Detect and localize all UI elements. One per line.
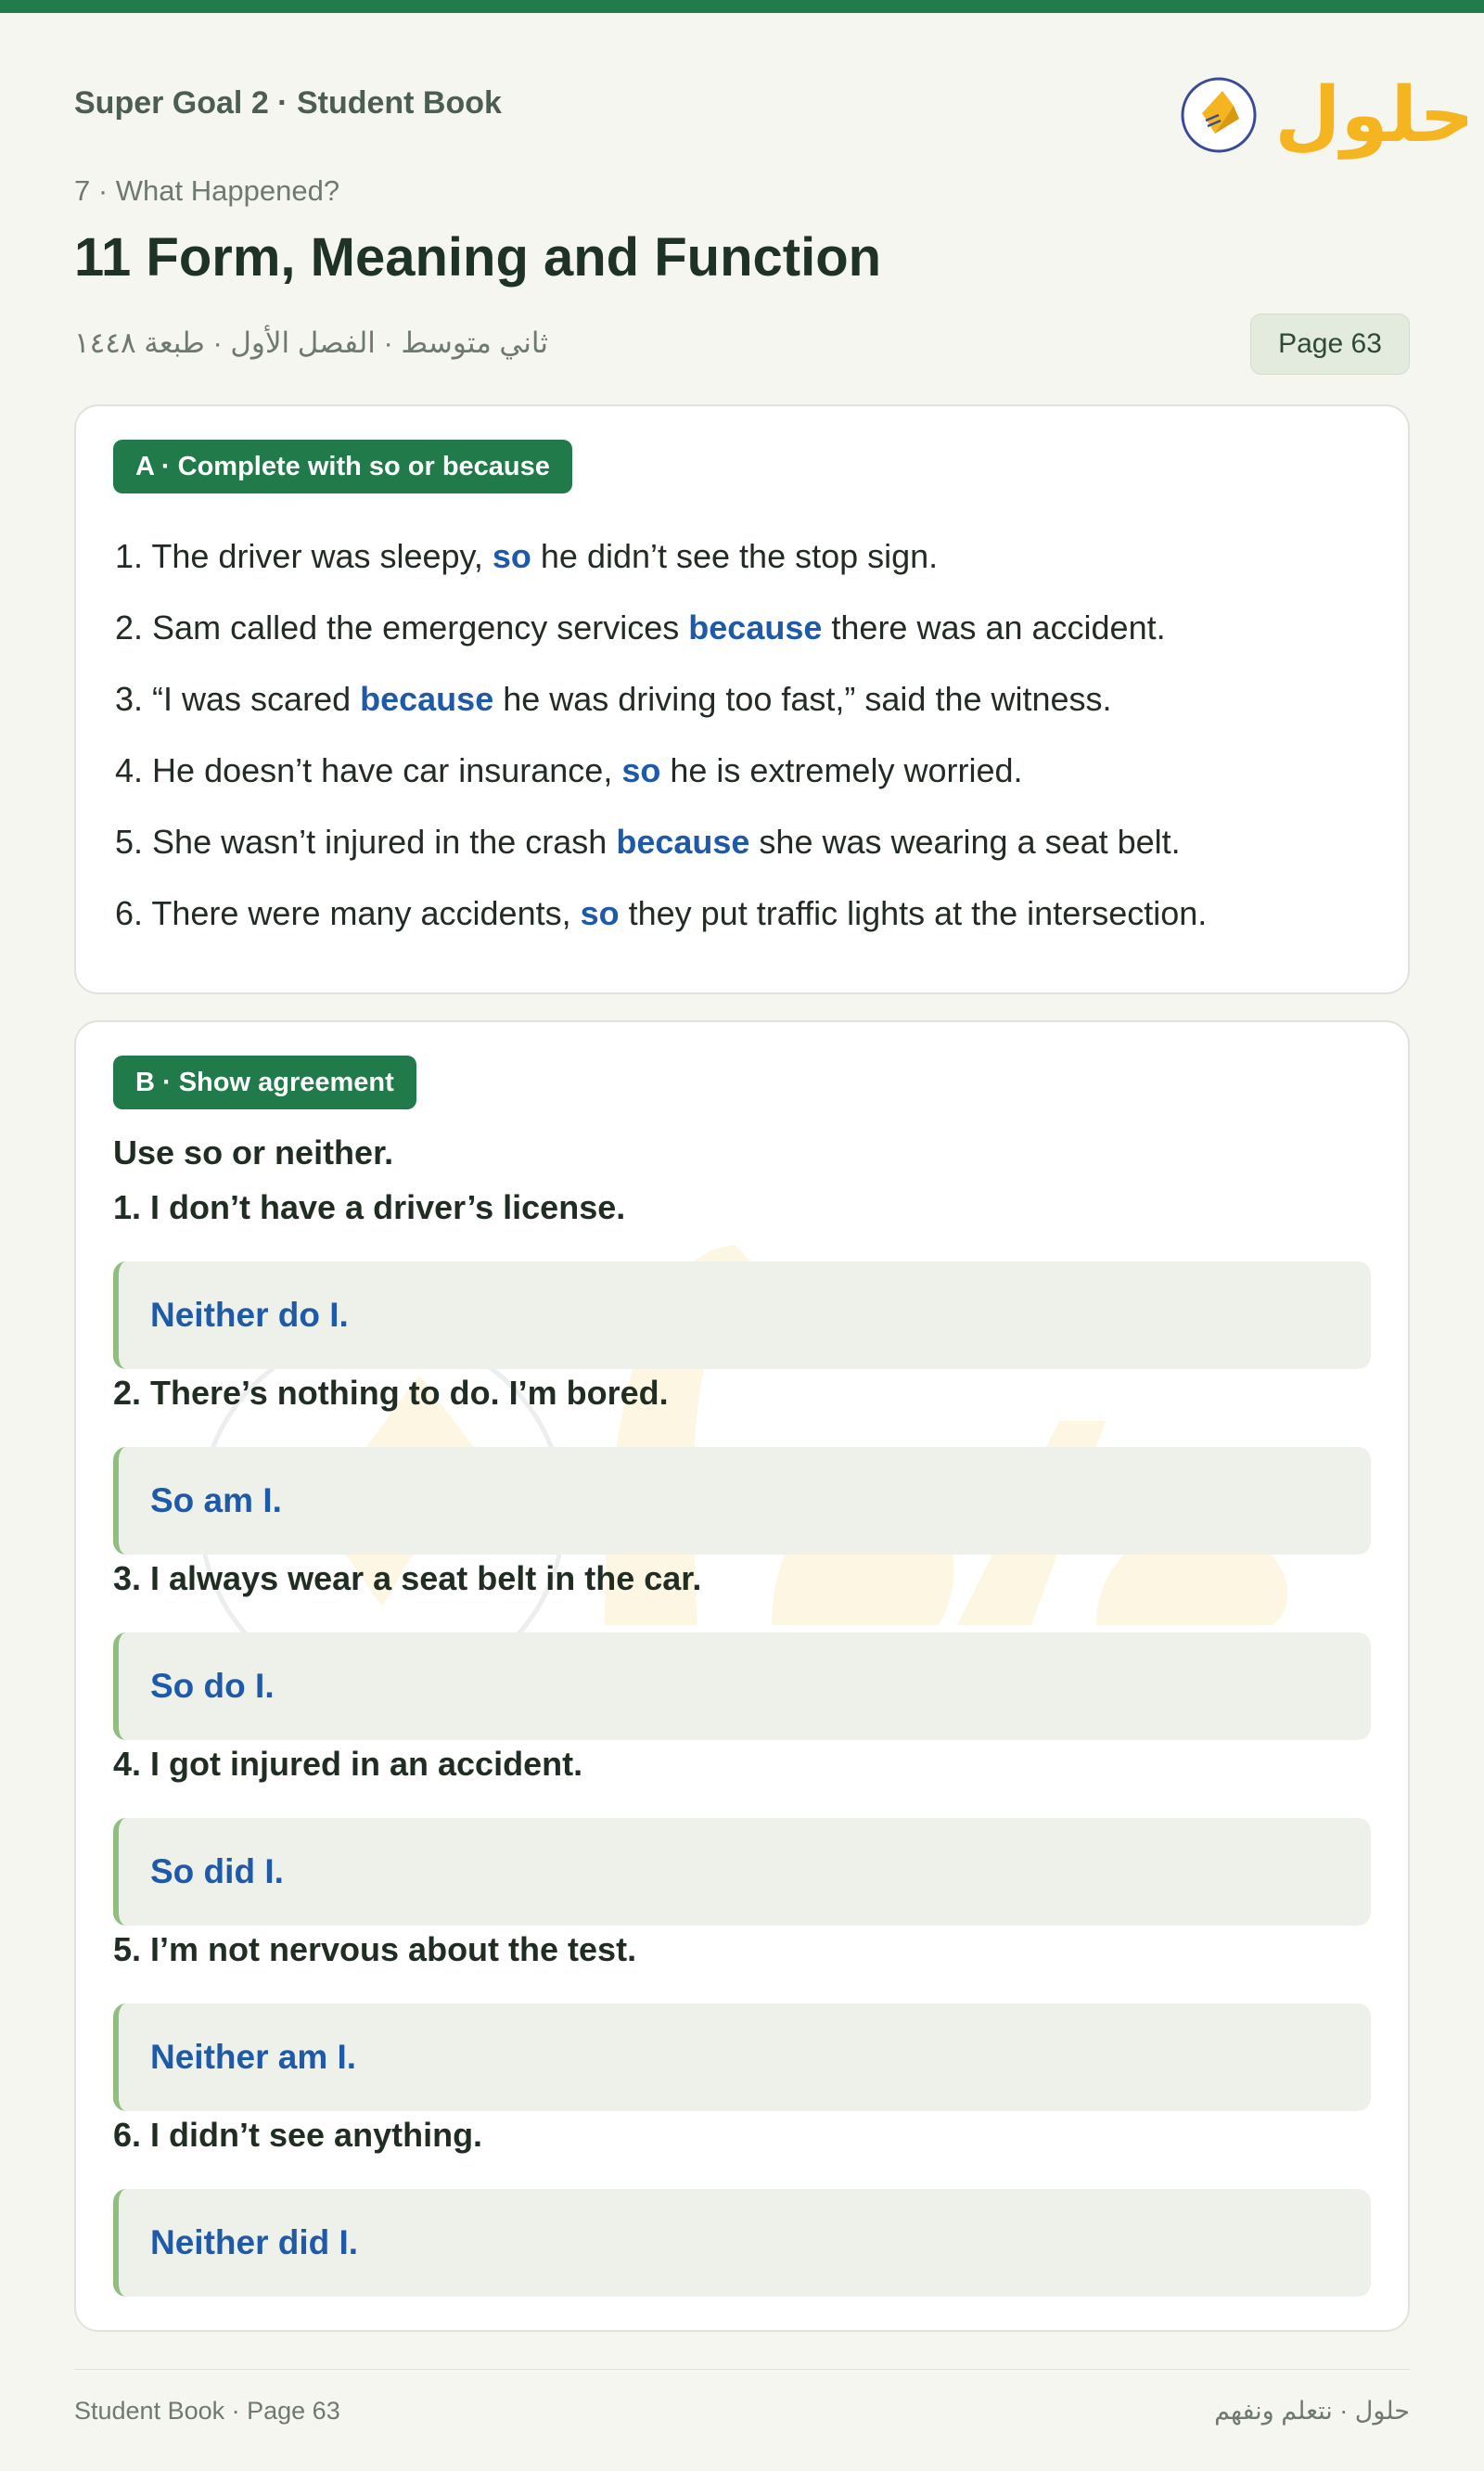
sentence-5: 5. She wasn’t injured in the crash because she was wearing a seat belt. (115, 823, 1181, 861)
answer-box-3: So do I. (113, 1632, 1371, 1740)
section-a-card (74, 404, 1410, 994)
sentence-2: 2. Sam called the emergency services because there was an accident. (115, 608, 1166, 647)
answer-box-6: Neither did I. (113, 2189, 1371, 2297)
answer-box-1: Neither do I. (113, 1261, 1371, 1369)
answer-word: so (492, 537, 531, 575)
question-2: 2. There’s nothing to do. I’m bored. (113, 1374, 669, 1412)
question-5: 5. I’m not nervous about the test. (113, 1930, 637, 1968)
sentence-4: 4. He doesn’t have car insurance, so he is extremely worried. (115, 751, 1023, 789)
footer-page-label: Student Book · Page 63 (74, 2397, 340, 2425)
top-accent-bar (0, 0, 1484, 13)
section-b-title: B · Show agreement (113, 1056, 416, 1109)
grade-term-meta: ثاني متوسط · الفصل الأول · طبعة ١٤٤٨ (74, 326, 548, 359)
answer-word: because (360, 680, 494, 718)
answer-word: so (580, 894, 620, 932)
book-title: Super Goal 2 · Student Book (74, 85, 502, 121)
footer-brand-slogan: حلول · نتعلم ونفهم (1214, 2397, 1410, 2425)
footer-divider (74, 2369, 1410, 2370)
unit-label: 7 · What Happened? (74, 174, 340, 207)
section-a-title: A · Complete with so or because (113, 440, 572, 493)
answer-word: because (616, 823, 750, 861)
answer-box-2: So am I. (113, 1447, 1371, 1555)
page-badge: Page 63 (1250, 314, 1410, 375)
answer-box-5: Neither am I. (113, 2004, 1371, 2111)
question-6: 6. I didn’t see anything. (113, 2116, 483, 2154)
answer-word: so (621, 751, 661, 789)
question-1: 1. I don’t have a driver’s license. (113, 1188, 626, 1226)
pen-book-logo-icon (1169, 59, 1475, 161)
sentence-1: 1. The driver was sleepy, so he didn’t see the stop sign. (115, 537, 939, 575)
question-3: 3. I always wear a seat belt in the car. (113, 1559, 702, 1597)
answer-word: because (688, 608, 823, 647)
question-4: 4. I got injured in an accident. (113, 1745, 583, 1783)
sentence-3: 3. “I was scared because he was driving too fast,” said the witness. (115, 680, 1112, 718)
page-title: 11 Form, Meaning and Function (74, 227, 882, 288)
sentence-6: 6. There were many accidents, so they put traffic lights at the intersection. (115, 894, 1208, 932)
logo-text: حلول (1274, 71, 1475, 160)
instruction-text: Use so or neither. (113, 1133, 394, 1171)
section-b-card (74, 1020, 1410, 2332)
answer-box-4: So did I. (113, 1818, 1371, 1926)
section-a-sentences (115, 536, 1376, 965)
